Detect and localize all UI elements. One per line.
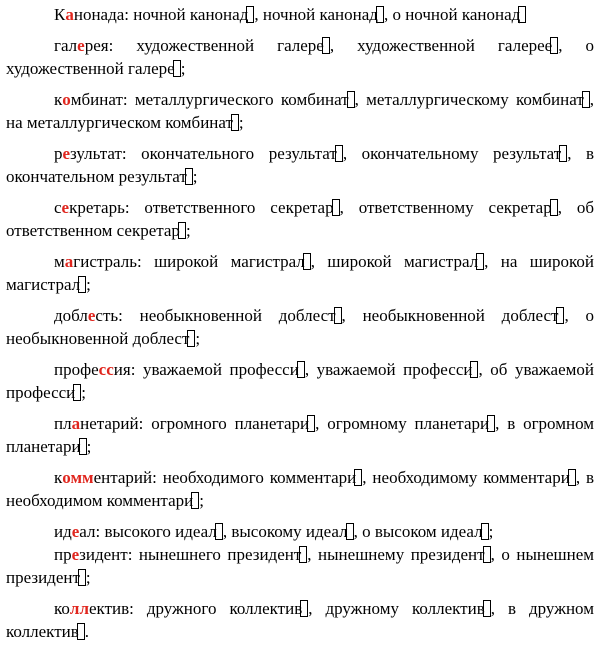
blank-box[interactable] xyxy=(476,253,484,270)
phrase-2: , уважаемой професси xyxy=(304,360,473,379)
entry-rezultat xyxy=(6,142,594,188)
phrase-2: , художественной галерее xyxy=(329,36,553,55)
phrase-3: , о художественной галере xyxy=(6,36,595,78)
blank-box[interactable] xyxy=(79,438,87,455)
phrase-2: , металлургическому комбинат xyxy=(354,90,584,109)
blank-box[interactable] xyxy=(322,37,330,54)
entry-prezident xyxy=(6,543,594,589)
word-stem: галерея xyxy=(54,36,109,55)
entry-doblest xyxy=(6,304,594,350)
entry-end: ; xyxy=(192,167,198,186)
blank-box[interactable] xyxy=(303,253,311,270)
phrase-2: , нынешнему президент xyxy=(307,545,485,564)
blank-box[interactable] xyxy=(550,199,558,216)
word-stem: Канонада xyxy=(54,5,125,24)
word-stem: планетарий xyxy=(54,414,139,433)
word-stem: результат xyxy=(54,144,122,163)
phrase-1: : ответственного секретар xyxy=(124,198,334,217)
highlighted-letter: е xyxy=(62,144,71,163)
entry-professiya xyxy=(6,358,594,404)
word-stem: доблесть xyxy=(54,306,119,325)
phrase-3: , о необыкновенной доблест xyxy=(6,306,595,348)
phrase-1: : необыкновенной доблест xyxy=(118,306,336,325)
exercise-page xyxy=(6,3,594,651)
entry-end: ; xyxy=(238,113,244,132)
highlighted-letter: а xyxy=(71,414,81,433)
phrase-1: : огромного планетари xyxy=(138,414,310,433)
entry-end: ; xyxy=(81,383,87,402)
blank-box[interactable] xyxy=(178,222,186,239)
blank-box[interactable] xyxy=(215,523,223,540)
highlighted-letter: е xyxy=(61,198,70,217)
blank-box[interactable] xyxy=(78,569,86,586)
phrase-3: , в окончательном результат xyxy=(6,144,594,186)
entry-kollektiv xyxy=(6,597,594,643)
phrase-1: : нынешнего президент xyxy=(127,545,302,564)
entry-end: ; xyxy=(86,275,91,294)
highlighted-letter: е xyxy=(77,36,85,55)
phrase-2: , огромному планетари xyxy=(315,414,490,433)
highlighted-letter: лл xyxy=(69,599,89,618)
entry-kanonada xyxy=(6,3,594,26)
highlighted-letter: е xyxy=(87,306,96,325)
entry-planetariy xyxy=(6,412,594,458)
phrase-2: , необыкновенной доблест xyxy=(341,306,559,325)
blank-box[interactable] xyxy=(78,276,86,293)
phrase-1: : широкой магистрал xyxy=(136,252,305,271)
phrase-2: , необходимому комментари xyxy=(362,468,570,487)
blank-box[interactable] xyxy=(334,307,342,324)
entry-end: ; xyxy=(86,437,92,456)
blank-box[interactable] xyxy=(487,415,495,432)
word-stem: комбинат xyxy=(54,90,123,109)
entry-end: ; xyxy=(185,221,191,240)
blank-box[interactable] xyxy=(582,91,590,108)
phrase-3: , в дружном коллектив xyxy=(6,599,594,641)
entry-end: ; xyxy=(488,522,494,541)
entry-end: ; xyxy=(180,59,186,78)
phrase-3: , об уважаемой професси xyxy=(6,360,594,402)
phrase-3: , на металлургическом комбинат xyxy=(6,90,594,132)
highlighted-letter: омм xyxy=(62,468,94,487)
phrase-3: , о ночной канонад xyxy=(383,5,521,24)
blank-box[interactable] xyxy=(300,600,308,617)
phrase-3: , в необходимом комментари xyxy=(6,468,595,510)
blank-box[interactable] xyxy=(483,600,491,617)
blank-box[interactable] xyxy=(297,361,305,378)
highlighted-letter: а xyxy=(65,5,74,24)
highlighted-letter: сс xyxy=(98,360,114,379)
blank-box[interactable] xyxy=(185,168,193,185)
phrase-3: , о высоком идеал xyxy=(353,522,483,541)
blank-box[interactable] xyxy=(568,469,576,486)
blank-box[interactable] xyxy=(307,415,315,432)
entry-magistral xyxy=(6,250,594,296)
highlighted-letter: о xyxy=(62,90,71,109)
phrase-2: , дружному коллектив xyxy=(308,599,485,618)
word-stem: коллектив xyxy=(54,599,130,618)
phrase-1: : уважаемой професси xyxy=(130,360,299,379)
blank-box[interactable] xyxy=(332,199,340,216)
phrase-3: , об ответственном секретар xyxy=(6,198,594,240)
entry-galereya xyxy=(6,34,594,80)
phrase-2: , ночной канонад xyxy=(254,5,378,24)
phrase-3: , в огромном планетари xyxy=(6,414,595,456)
phrase-2: , широкой магистрал xyxy=(310,252,479,271)
entry-end: . xyxy=(84,622,90,641)
entry-end: ; xyxy=(85,568,91,587)
phrase-1: : необходимого комментари xyxy=(152,468,357,487)
phrase-1: : дружного коллектив xyxy=(129,599,303,618)
blank-box[interactable] xyxy=(481,523,489,540)
word-stem: комментарий xyxy=(54,468,153,487)
phrase-1: : высокого идеал xyxy=(95,522,217,541)
phrase-2: , окончательному результат xyxy=(342,144,562,163)
word-stem: президент xyxy=(54,545,128,564)
entry-end: ; xyxy=(199,491,204,510)
phrase-3: , на широкой магистрал xyxy=(6,252,594,294)
blank-box[interactable] xyxy=(173,60,181,77)
word-stem: магистраль xyxy=(54,252,137,271)
blank-box[interactable] xyxy=(483,546,491,563)
entry-sekretar xyxy=(6,196,594,242)
phrase-1: : окончательного результат xyxy=(121,144,337,163)
entry-ideal xyxy=(6,520,594,543)
blank-box[interactable] xyxy=(376,6,384,23)
entry-kommentariy xyxy=(6,466,594,512)
blank-box[interactable] xyxy=(335,145,343,162)
highlighted-letter: е xyxy=(71,522,80,541)
phrase-1: : металлургического комбинат xyxy=(122,90,349,109)
word-stem: идеал xyxy=(54,522,96,541)
blank-box[interactable] xyxy=(77,623,85,640)
blank-box[interactable] xyxy=(518,6,526,23)
blank-box[interactable] xyxy=(346,523,354,540)
phrase-1: : художественной галере xyxy=(108,36,324,55)
phrase-2: , ответственному секретар xyxy=(339,198,552,217)
word-stem: профессия xyxy=(54,360,131,379)
phrase-2: , высокому идеал xyxy=(222,522,348,541)
highlighted-letter: а xyxy=(64,252,74,271)
phrase-3: , о нынешнем президент xyxy=(6,545,595,587)
blank-box[interactable] xyxy=(231,114,239,131)
entry-end: ; xyxy=(195,329,201,348)
highlighted-letter: е xyxy=(71,545,80,564)
entry-kombinat xyxy=(6,88,594,134)
blank-box[interactable] xyxy=(347,91,355,108)
word-stem: секретарь xyxy=(54,198,125,217)
blank-box[interactable] xyxy=(559,145,567,162)
phrase-1: : ночной канонад xyxy=(124,5,249,24)
